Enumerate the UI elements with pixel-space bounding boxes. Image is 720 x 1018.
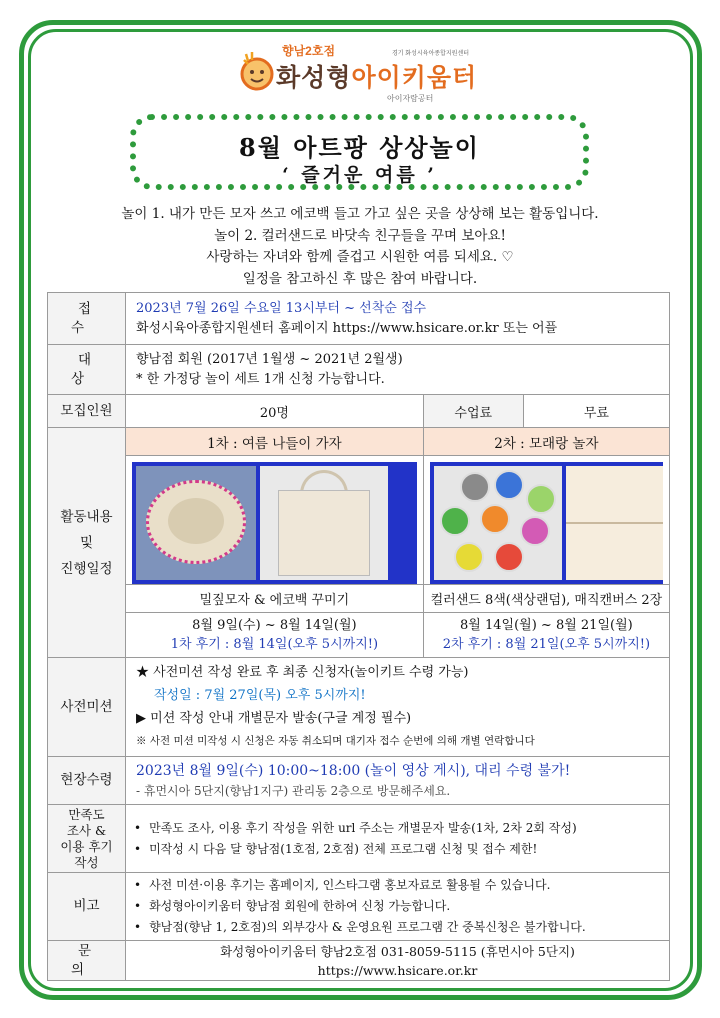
contact-cell [126,941,670,981]
premission-sms: ▶ 미션 작성 안내 개별문자 발송(구글 계정 필수) [136,711,412,726]
survey-item: • 미작성 시 다음 달 향남점(1호점, 2호점) 전체 프로그램 신청 및 접수 제한! [134,839,661,860]
session2-title: 2차 : 모래랑 놀자 [423,428,669,456]
fee-value: 무료 [523,395,669,428]
child-face-icon [238,50,276,92]
logo [232,42,502,106]
intro-line: 놀이 1. 내가 만든 모자 쓰고 에코백 들고 가고 싶은 곳을 상상해 보는 활동입니다. [121,206,599,222]
label-recruit: 모집인원 [48,395,126,428]
session1-review: 1차 후기 : 8월 14일(오후 5시까지!) [170,637,379,652]
session1-dates: 8월 9일(수) ~ 8월 14일(월) [192,618,357,633]
logo-tagline: 아이자람공터 [387,94,434,103]
intro-line: 사랑하는 자녀와 함께 즐겁고 시원한 여름 되세요. ♡ [206,249,514,265]
session2-caption: 컬러샌드 8색(색상랜덤), 매직캔버스 2장 [423,585,669,613]
premission-note: ※ 사전 미션 미작성 시 신청은 자동 취소되며 대기자 접수 순번에 의해 개별 연락합니다 [136,735,535,747]
session2-review: 2차 후기 : 8월 21일(오후 5시까지!) [442,637,651,652]
label-survey: 만족도 조사 & 이용 후기 작성 [48,805,126,873]
reception-site: 화성시육아종합지원센터 홈페이지 https://www.hsicare.or.kr 또는 어플 [136,320,558,336]
page-title: 8월 아트팡 상상놀이 [239,133,480,162]
org-label: 경기 화성시육아종합지원센터 [392,51,470,57]
label-pickup: 현장수령 [48,757,126,805]
pickup-cell [126,757,670,805]
notes-item: • 사전 미션·이용 후기는 홈페이지, 인스타그램 홍보자료로 활용될 수 있습니다. [134,875,661,896]
target-limit: * 한 가정당 놀이 세트 1개 신청 가능합니다. [136,371,385,387]
contact-url[interactable]: https://www.hsicare.or.kr [317,962,478,978]
intro-line: 일정을 참고하신 후 많은 참여 바랍니다. [242,270,478,287]
info-table [47,292,670,981]
survey-item: • 만족도 조사, 이용 후기 작성을 위한 url 주소는 개별문자 발송(1차, 2차 2회 작성) [134,818,661,839]
premission-cell [126,658,670,757]
intro-text [40,204,680,290]
session1-photo-cell [126,456,424,585]
target-age: 향남점 회원 (2017년 1월생 ~ 2021년 2월생) [136,351,403,367]
premission-deadline: 작성일 : 7월 27일(목) 오후 5시까지! [154,688,366,703]
session2-dates: 8월 14일(월) ~ 8월 21일(월) [460,618,633,633]
label-activity: 활동내용 및 진행일정 [48,428,126,658]
intro-line: 놀이 2. 컬러샌드로 바닷속 친구들을 꾸며 보아요! [214,227,506,244]
session1-schedule [126,613,424,658]
label-premission: 사전미션 [48,658,126,757]
pickup-date: 2023년 8월 9일(수) 10:00~18:00 (놀이 영상 게시), 대리 수령 불가! [136,762,571,779]
survey-cell [126,805,670,873]
premission-final: ★ 사전미션 작성 완료 후 최종 신청자(놀이키트 수령 가능) [136,665,469,680]
color-sand-photo [430,462,663,584]
recruit-count: 20명 [126,395,424,428]
notes-item: • 향남점(향남 1, 2호점)의 외부강사 & 운영요원 프로그램 간 중복신청은 불가합니다. [134,917,661,938]
target-cell [126,345,670,395]
eco-bag-image [278,490,370,576]
reception-date: 2023년 7월 26일 수요일 13시부터 ~ 선착순 접수 [136,300,427,316]
contact-phone: 화성형아이키움터 향남2호점 031-8059-5115 (휴먼시아 5단지) [220,943,575,959]
branch-label: 향남2호점 [282,44,336,58]
label-fee: 수업료 [423,395,523,428]
session1-title: 1차 : 여름 나들이 가자 [126,428,424,456]
label-reception: 접 수 [48,293,126,345]
hat-and-bag-photo [132,462,417,584]
session2-schedule [423,613,669,658]
logo-name: 화성형아이키움터 [276,64,478,92]
notes-item: • 화성형아이키움터 향남점 회원에 한하여 신청 가능합니다. [134,896,661,917]
notes-cell [126,873,670,941]
session2-photo-cell [423,456,669,585]
label-notes: 비고 [48,873,126,941]
label-target: 대 상 [48,345,126,395]
pickup-place: - 휴먼시아 5단지(향남1지구) 관리동 2층으로 방문해주세요. [136,783,451,798]
reception-cell [126,293,670,345]
page-subtitle: ‘ 즐거운 여름 ’ [282,164,437,186]
session1-caption: 밀짚모자 & 에코백 꾸미기 [126,585,424,613]
label-contact: 문 의 [48,941,126,981]
title-box [130,114,589,190]
